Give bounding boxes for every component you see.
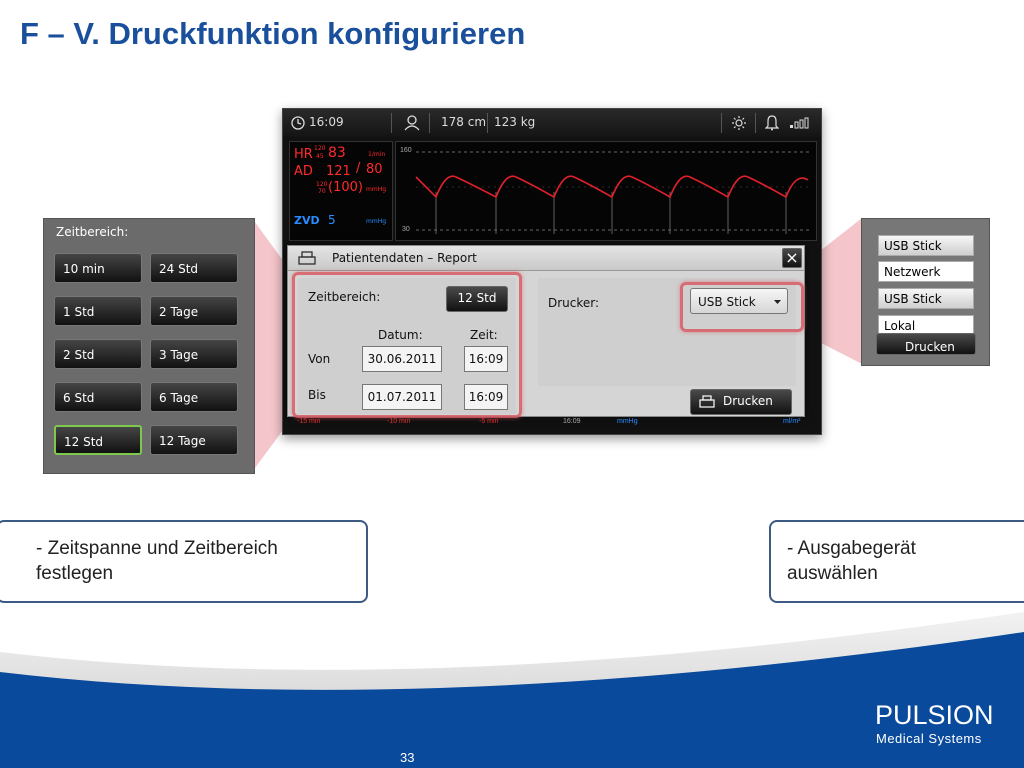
printer-select-value: USB Stick	[698, 295, 756, 309]
zvd-unit: mmHg	[366, 218, 387, 225]
unit-label-left: mmHg	[617, 418, 638, 425]
slide-title: F – V. Druckfunktion konfigurieren	[20, 16, 526, 51]
unit-label-right: ml/m²	[783, 418, 801, 425]
waveform-panel	[395, 141, 817, 241]
range-24-std-button[interactable]: 24 Std	[150, 253, 238, 283]
ad-mean: (100)	[328, 180, 363, 195]
time-label-5: -5 min	[479, 418, 499, 425]
option-usb-stick[interactable]: USB Stick	[878, 288, 974, 309]
printer-highlight	[680, 282, 804, 332]
zvd-value: 5	[328, 213, 336, 227]
ad-unit: mmHg	[366, 186, 387, 193]
von-label: Von	[308, 352, 331, 366]
footer-wave	[0, 612, 1024, 768]
option-usb-stick-current[interactable]: USB Stick	[878, 235, 974, 256]
drucker-label: Drucker:	[548, 296, 600, 310]
patient-icon[interactable]	[403, 115, 421, 131]
vitals-panel: HR 120 45 83 1/min AD 121 / 80 120 70 (100) mmHg ZVD 5 mmHg	[289, 141, 393, 241]
time-range-zoom-panel	[43, 218, 255, 474]
brightness-icon[interactable]	[731, 115, 747, 131]
zoom-print-button[interactable]: Drucken	[876, 333, 976, 355]
close-icon[interactable]: ×	[782, 248, 802, 268]
bis-label: Bis	[308, 388, 326, 402]
alarm-bell-icon[interactable]	[765, 114, 779, 131]
range-3-tage-button[interactable]: 3 Tage	[150, 339, 238, 369]
signal-strength-icon	[790, 117, 814, 129]
callout-output-line1: - Ausgabegerät	[787, 538, 916, 559]
option-lokal[interactable]: Lokal	[878, 315, 974, 336]
callout-time-range-line1: - Zeitspanne und Zeitbereich	[36, 538, 278, 559]
ad-limit-high: 120	[316, 181, 328, 188]
clock-time: 16:09	[309, 115, 344, 129]
bis-date-field[interactable]: 01.07.2011	[362, 384, 442, 410]
datum-header: Datum:	[378, 328, 423, 342]
callout-output-line2: auswählen	[787, 563, 878, 584]
ad-limit-low: 70	[318, 188, 326, 195]
ad-label: AD	[294, 164, 313, 179]
zvd-label: ZVD	[294, 214, 320, 227]
zeitbereich-label: Zeitbereich:	[308, 290, 381, 304]
wave-scale-bottom: 30	[402, 226, 410, 233]
zeitbereich-select[interactable]: 12 Std	[446, 286, 508, 312]
range-2-std-button[interactable]: 2 Std	[54, 339, 142, 369]
hr-value: 83	[328, 145, 346, 161]
pulsion-logo-subtitle: Medical Systems	[876, 731, 982, 746]
range-10-min-button[interactable]: 10 min	[54, 253, 142, 283]
hr-limit-low: 45	[316, 153, 324, 160]
callout-output-device	[769, 520, 1024, 603]
hr-limit-high: 120	[314, 145, 326, 152]
status-bar	[283, 109, 821, 137]
range-6-std-button[interactable]: 6 Std	[54, 382, 142, 412]
printer-icon	[298, 251, 316, 265]
report-dialog	[287, 245, 805, 417]
zeit-header: Zeit:	[470, 328, 498, 342]
print-button[interactable]	[690, 389, 792, 415]
clock-icon	[291, 116, 305, 130]
bis-time-field[interactable]: 16:09	[464, 384, 508, 410]
printer-icon	[699, 395, 715, 408]
callout-time-range-line2: festlegen	[36, 563, 114, 584]
range-12-tage-button[interactable]: 12 Tage	[150, 425, 238, 455]
time-label-10: -10 min	[387, 418, 411, 425]
hr-label: HR	[294, 147, 313, 162]
ad-systolic: 121	[326, 164, 351, 179]
page-number: 33	[400, 750, 415, 765]
print-button-label: Drucken	[723, 394, 773, 408]
time-label-now: 16:09	[563, 418, 581, 425]
option-netzwerk[interactable]: Netzwerk	[878, 261, 974, 282]
von-time-field[interactable]: 16:09	[464, 346, 508, 372]
range-6-tage-button[interactable]: 6 Tage	[150, 382, 238, 412]
von-date-field[interactable]: 30.06.2011	[362, 346, 442, 372]
blood-pressure-waveform	[396, 142, 816, 240]
range-2-tage-button[interactable]: 2 Tage	[150, 296, 238, 326]
patient-weight: 123 kg	[494, 115, 536, 129]
hr-unit: 1/min	[368, 151, 386, 158]
dialog-titlebar	[288, 246, 804, 271]
time-range-highlight	[292, 272, 522, 418]
ad-diastolic: 80	[366, 162, 383, 177]
time-label-15: -15 min	[297, 418, 321, 425]
patient-height: 178 cm	[441, 115, 487, 129]
monitor-screen	[282, 108, 822, 435]
printer-zoom-panel	[861, 218, 990, 366]
range-12-std-button[interactable]: 12 Std	[54, 425, 142, 455]
pulsion-logo: PULSION	[875, 700, 994, 730]
wave-scale-top: 160	[400, 147, 412, 154]
dialog-title: Patientendaten – Report	[332, 251, 477, 265]
range-1-std-button[interactable]: 1 Std	[54, 296, 142, 326]
callout-time-range	[0, 520, 368, 603]
zoom-zeitbereich-label: Zeitbereich:	[56, 225, 129, 239]
